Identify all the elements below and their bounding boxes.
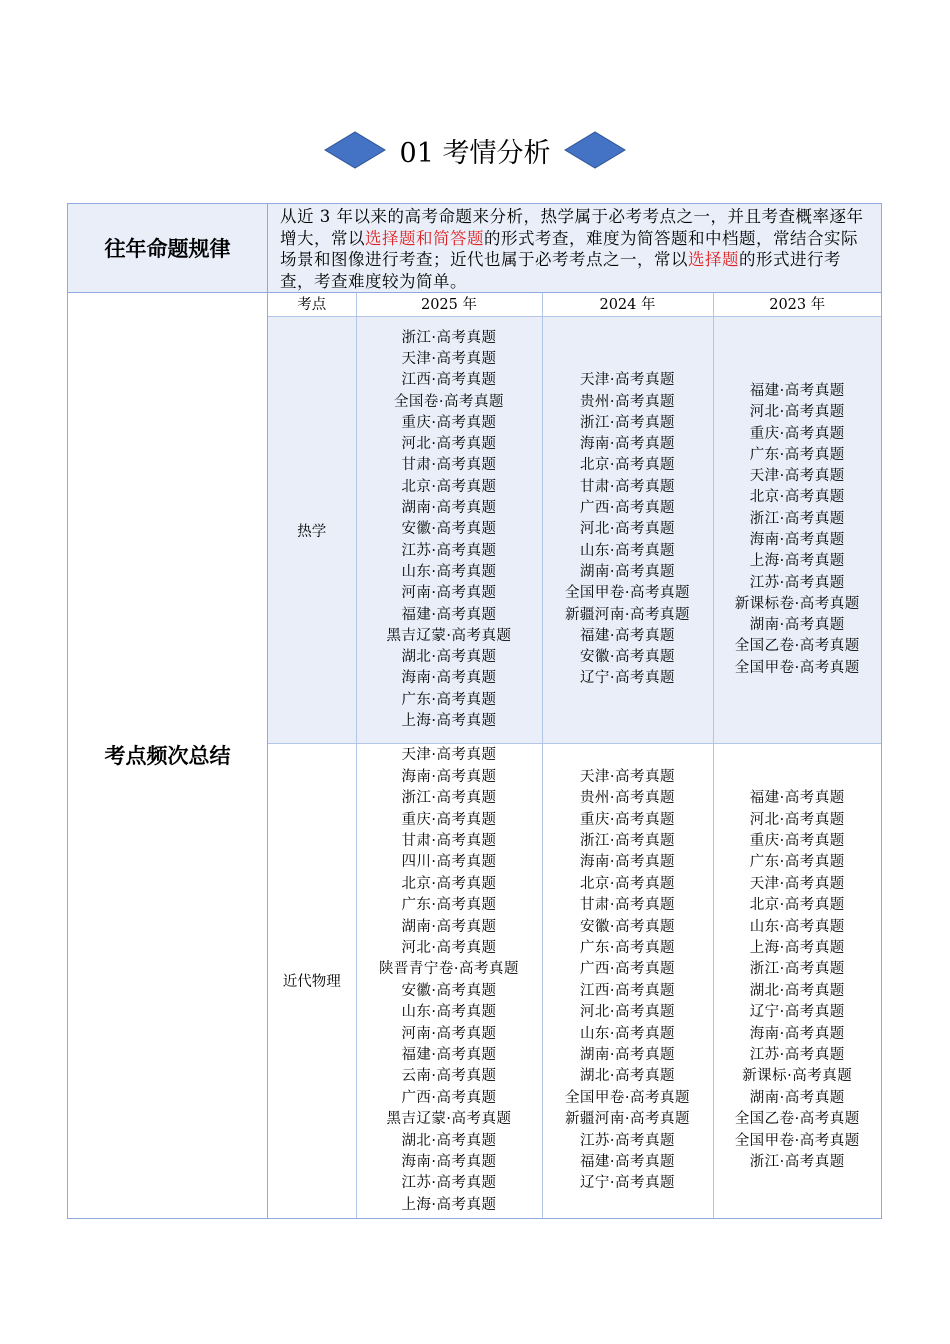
exam-source-item: 湖北·高考真题 — [401, 649, 497, 666]
diamond-left-icon — [324, 130, 386, 170]
exam-source-item: 福建·高考真题 — [579, 1154, 676, 1170]
page-title: 01 考情分析 — [399, 137, 551, 169]
frequency-table — [268, 293, 881, 1218]
exam-source-item: 甘肃·高考真题 — [401, 457, 497, 474]
exam-source-item: 江西·高考真题 — [401, 372, 497, 389]
exam-source-item: 山东·高考真题 — [579, 542, 676, 559]
exam-source-item: 海南·高考真题 — [401, 670, 497, 687]
exam-source-item: 浙江·高考真题 — [401, 790, 497, 807]
exam-source-item: 重庆·高考真题 — [401, 414, 497, 431]
exam-source-item: 全国卷·高考真题 — [393, 393, 505, 410]
exam-source-item: 湖北·高考真题 — [749, 982, 845, 999]
exam-source-item: 北京·高考真题 — [749, 897, 845, 914]
exam-source-item: 湖南·高考真题 — [579, 1046, 676, 1063]
exam-source-item: 河北·高考真题 — [401, 436, 497, 453]
intro-highlight: 选择题和简答题 — [365, 228, 484, 248]
exam-source-item: 安徽·高考真题 — [579, 918, 676, 935]
intro-text — [268, 204, 882, 293]
list-2023 — [713, 744, 881, 1218]
exam-source-item: 山东·高考真题 — [401, 563, 497, 580]
intro-text-part: 从近 3 年以来的高考命题来分析，热学属于必考考点之一，并且考查概率逐年增大，常以 — [280, 207, 864, 248]
section-heading — [0, 124, 950, 176]
topic-row-modern — [268, 744, 881, 1218]
exam-source-item: 湖北·高考真题 — [401, 1132, 497, 1149]
exam-source-item: 浙江·高考真题 — [749, 961, 845, 978]
exam-source-item: 广东·高考真题 — [749, 446, 845, 463]
exam-source-item: 辽宁·高考真题 — [749, 1004, 845, 1021]
exam-source-item: 辽宁·高考真题 — [579, 670, 676, 687]
exam-source-item: 江苏·高考真题 — [749, 574, 845, 591]
exam-source-item: 贵州·高考真题 — [579, 393, 676, 410]
summary-row — [68, 293, 882, 1219]
exam-source-item: 河南·高考真题 — [401, 1025, 497, 1042]
exam-source-item: 浙江·高考真题 — [579, 832, 676, 849]
exam-source-item: 福建·高考真题 — [749, 382, 845, 399]
exam-source-item: 天津·高考真题 — [749, 468, 845, 485]
exam-source-item: 浙江·高考真题 — [401, 329, 497, 346]
exam-source-item: 福建·高考真题 — [401, 606, 497, 623]
exam-source-item: 上海·高考真题 — [401, 1196, 497, 1213]
header-topic: 考点 — [268, 293, 356, 317]
exam-source-item: 广东·高考真题 — [401, 691, 497, 708]
exam-source-item: 河北·高考真题 — [749, 404, 845, 421]
exam-source-item: 天津·高考真题 — [401, 747, 497, 764]
exam-source-item: 海南·高考真题 — [401, 768, 497, 785]
exam-source-item: 广东·高考真题 — [749, 854, 845, 871]
exam-source-item: 海南·高考真题 — [749, 532, 845, 548]
exam-source-item: 新疆河南·高考真题 — [564, 1111, 691, 1128]
exam-source-item: 黑吉辽蒙·高考真题 — [386, 627, 512, 644]
exam-source-item: 甘肃·高考真题 — [401, 832, 497, 849]
exam-source-item: 上海·高考真题 — [749, 553, 845, 570]
exam-source-item: 上海·高考真题 — [401, 713, 497, 730]
exam-source-item: 全国乙卷·高考真题 — [734, 1111, 860, 1128]
exam-source-item: 海南·高考真题 — [401, 1154, 497, 1170]
exam-source-item: 湖南·高考真题 — [401, 500, 497, 517]
intro-row — [68, 204, 882, 293]
exam-source-item: 黑吉辽蒙·高考真题 — [386, 1111, 512, 1128]
exam-source-item: 辽宁·高考真题 — [579, 1175, 676, 1192]
exam-source-item: 河北·高考真题 — [749, 811, 845, 828]
exam-source-item: 河南·高考真题 — [401, 585, 497, 602]
exam-source-item: 重庆·高考真题 — [401, 811, 497, 828]
list-2024 — [542, 744, 713, 1218]
exam-source-item: 广东·高考真题 — [401, 897, 497, 914]
exam-source-item: 广西·高考真题 — [401, 1089, 497, 1106]
exam-source-item: 云南·高考真题 — [401, 1068, 497, 1085]
topic-row-thermal — [268, 317, 881, 744]
exam-source-item: 湖南·高考真题 — [749, 617, 845, 634]
exam-source-item: 北京·高考真题 — [401, 875, 497, 892]
intro-highlight: 选择题 — [688, 250, 739, 269]
exam-source-item: 浙江·高考真题 — [749, 510, 845, 527]
intro-text-part: 的形式进行考查，考查难度较为简单。 — [280, 250, 841, 291]
exam-source-item: 广西·高考真题 — [579, 500, 676, 517]
exam-source-item: 浙江·高考真题 — [749, 1154, 845, 1170]
header-2023: 2023 年 — [713, 293, 881, 317]
exam-source-item: 四川·高考真题 — [401, 854, 497, 871]
exam-source-item: 河北·高考真题 — [579, 521, 676, 538]
exam-source-item: 全国甲卷·高考真题 — [564, 1089, 691, 1106]
exam-source-item: 河北·高考真题 — [579, 1004, 676, 1021]
exam-source-item: 甘肃·高考真题 — [579, 478, 676, 495]
header-row — [268, 293, 881, 317]
exam-source-item: 安徽·高考真题 — [401, 521, 497, 538]
exam-source-item: 湖南·高考真题 — [579, 563, 676, 580]
header-2024: 2024 年 — [542, 293, 713, 317]
exam-source-item: 江苏·高考真题 — [749, 1046, 845, 1063]
summary-content — [268, 293, 882, 1219]
exam-source-item: 天津·高考真题 — [579, 768, 676, 785]
exam-source-item: 重庆·高考真题 — [749, 832, 845, 849]
header-2025: 2025 年 — [356, 293, 542, 317]
exam-source-item: 广西·高考真题 — [579, 961, 676, 978]
exam-source-item: 安徽·高考真题 — [401, 982, 497, 999]
exam-source-item: 全国甲卷·高考真题 — [734, 1132, 860, 1149]
intro-label: 往年命题规律 — [68, 204, 268, 293]
exam-source-item: 北京·高考真题 — [579, 875, 676, 892]
exam-source-item: 湖南·高考真题 — [401, 918, 497, 935]
exam-source-item: 福建·高考真题 — [401, 1046, 497, 1063]
list-2025 — [356, 744, 542, 1218]
list-2024 — [542, 317, 713, 744]
exam-source-item: 山东·高考真题 — [749, 918, 845, 935]
exam-source-item: 江西·高考真题 — [579, 982, 676, 999]
exam-source-item: 海南·高考真题 — [579, 436, 676, 453]
exam-source-item: 陕晋青宁卷·高考真题 — [378, 961, 520, 978]
diamond-right-icon — [564, 130, 626, 170]
topic-name: 近代物理 — [268, 744, 356, 1218]
analysis-table — [67, 203, 882, 1219]
exam-source-item: 湖南·高考真题 — [749, 1089, 845, 1106]
exam-source-item: 海南·高考真题 — [749, 1025, 845, 1042]
exam-source-item: 江苏·高考真题 — [401, 1175, 497, 1192]
exam-source-item: 全国乙卷·高考真题 — [734, 638, 860, 655]
exam-source-item: 广东·高考真题 — [579, 939, 676, 956]
exam-source-item: 福建·高考真题 — [579, 627, 676, 644]
exam-source-item: 海南·高考真题 — [579, 854, 676, 871]
exam-source-item: 贵州·高考真题 — [579, 790, 676, 807]
exam-source-item: 天津·高考真题 — [401, 350, 497, 367]
exam-source-item: 甘肃·高考真题 — [579, 897, 676, 914]
exam-source-item: 北京·高考真题 — [401, 478, 497, 495]
exam-source-item: 江苏·高考真题 — [401, 542, 497, 559]
exam-source-item: 天津·高考真题 — [749, 875, 845, 892]
exam-source-item: 山东·高考真题 — [579, 1025, 676, 1042]
topic-name: 热学 — [268, 317, 356, 744]
exam-source-item: 浙江·高考真题 — [579, 414, 676, 431]
intro-text-part: 的形式考查，难度为简答题和中档题，常结合实际场景和图像进行考查；近代也属于必考考点之一，常以 — [280, 228, 858, 269]
exam-source-item: 河北·高考真题 — [401, 939, 497, 956]
exam-source-item: 新课标卷·高考真题 — [734, 595, 860, 612]
exam-source-item: 天津·高考真题 — [579, 372, 676, 389]
list-2025 — [356, 317, 542, 744]
exam-source-item: 新疆河南·高考真题 — [564, 606, 691, 623]
exam-source-item: 全国甲卷·高考真题 — [734, 659, 860, 676]
summary-label: 考点频次总结 — [68, 293, 268, 1219]
exam-source-item: 北京·高考真题 — [749, 489, 845, 506]
exam-source-item: 安徽·高考真题 — [579, 649, 676, 666]
exam-source-item: 山东·高考真题 — [401, 1004, 497, 1021]
exam-source-item: 全国甲卷·高考真题 — [564, 585, 691, 602]
exam-source-item: 重庆·高考真题 — [749, 425, 845, 442]
list-2023 — [713, 317, 881, 744]
exam-source-item: 北京·高考真题 — [579, 457, 676, 474]
exam-source-item: 新课标·高考真题 — [742, 1068, 853, 1085]
exam-source-item: 福建·高考真题 — [749, 790, 845, 807]
exam-source-item: 湖北·高考真题 — [579, 1068, 676, 1085]
exam-source-item: 江苏·高考真题 — [579, 1132, 676, 1149]
exam-source-item: 重庆·高考真题 — [579, 811, 676, 828]
exam-source-item: 上海·高考真题 — [749, 939, 845, 956]
